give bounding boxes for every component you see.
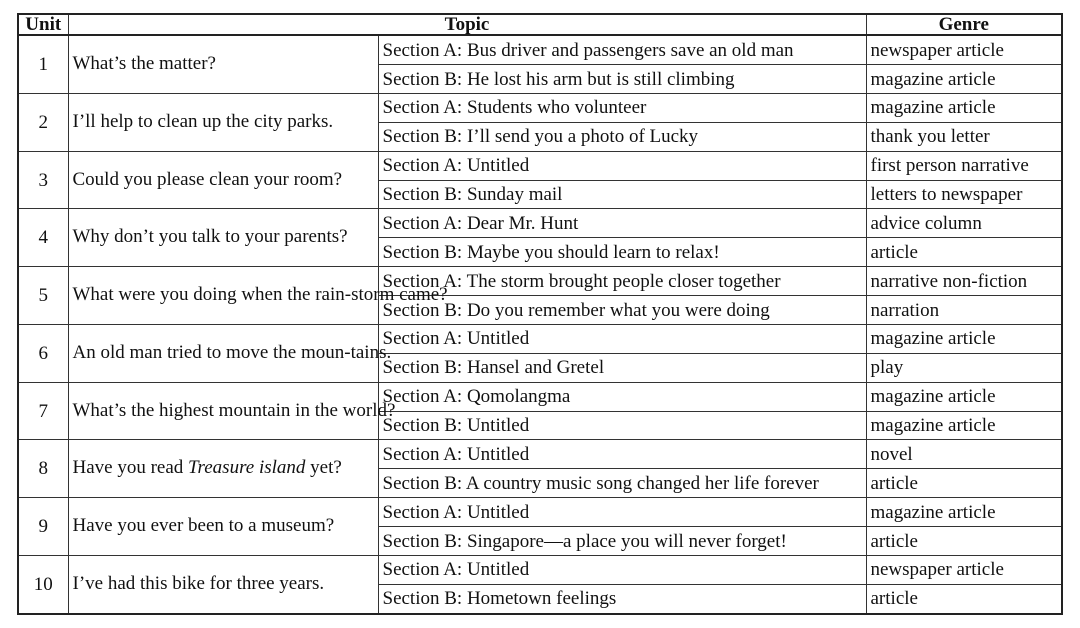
section-title: Section A: Bus driver and passengers save an old man (378, 35, 866, 65)
genre-cell: magazine article (866, 498, 1062, 527)
section-title: Section B: Maybe you should learn to relax! (378, 238, 866, 267)
genre-cell: thank you letter (866, 122, 1062, 151)
genre-cell: article (866, 238, 1062, 267)
book-title: Treasure island (188, 457, 306, 479)
unit-number: 2 (18, 93, 68, 151)
section-title: Section A: The storm brought people closer together (378, 267, 866, 296)
unit-number: 3 (18, 151, 68, 209)
section-title: Section A: Students who volunteer (378, 93, 866, 122)
genre-cell: play (866, 353, 1062, 382)
table-row (18, 209, 1062, 238)
table-row (18, 382, 1062, 411)
genre-cell: magazine article (866, 382, 1062, 411)
genre-cell: article (866, 584, 1062, 614)
table-row (18, 267, 1062, 296)
header-topic: Topic (68, 14, 866, 35)
unit-title: I’ll help to clean up the city parks. (68, 93, 378, 151)
genre-cell: letters to newspaper (866, 180, 1062, 209)
genre-cell: magazine article (866, 324, 1062, 353)
unit-title (68, 440, 378, 498)
unit-title-suffix: yet? (305, 457, 342, 479)
genre-cell: narration (866, 296, 1062, 325)
genre-cell: narrative non-fiction (866, 267, 1062, 296)
genre-cell: article (866, 469, 1062, 498)
unit-title: Have you ever been to a museum? (68, 498, 378, 556)
section-title: Section B: Hometown feelings (378, 584, 866, 614)
section-title: Section A: Qomolangma (378, 382, 866, 411)
section-title: Section A: Untitled (378, 440, 866, 469)
unit-number: 4 (18, 209, 68, 267)
table-row (18, 498, 1062, 527)
genre-cell: newspaper article (866, 35, 1062, 65)
unit-number: 9 (18, 498, 68, 556)
unit-title: What were you doing when the rain-storm came? (68, 267, 378, 325)
unit-number: 7 (18, 382, 68, 440)
units-table (17, 13, 1063, 615)
unit-title: I’ve had this bike for three years. (68, 555, 378, 614)
genre-cell: magazine article (866, 93, 1062, 122)
header-unit: Unit (18, 14, 68, 35)
section-title: Section A: Untitled (378, 324, 866, 353)
genre-cell: magazine article (866, 65, 1062, 94)
unit-number: 8 (18, 440, 68, 498)
unit-title: Why don’t you talk to your parents? (68, 209, 378, 267)
unit-number: 1 (18, 35, 68, 93)
table-row (18, 440, 1062, 469)
unit-title: An old man tried to move the moun-tains. (68, 324, 378, 382)
genre-cell: newspaper article (866, 555, 1062, 584)
genre-cell: magazine article (866, 411, 1062, 440)
section-title: Section B: Singapore—a place you will never forget! (378, 527, 866, 556)
table-row (18, 324, 1062, 353)
genre-cell: article (866, 527, 1062, 556)
unit-title-prefix: Have you read (72, 457, 189, 479)
genre-cell: first person narrative (866, 151, 1062, 180)
section-title: Section A: Untitled (378, 151, 866, 180)
section-title: Section B: He lost his arm but is still climbing (378, 65, 866, 94)
section-title: Section B: A country music song changed her life forever (378, 469, 866, 498)
table-row (18, 93, 1062, 122)
section-title: Section A: Untitled (378, 555, 866, 584)
section-title: Section B: Hansel and Gretel (378, 353, 866, 382)
section-title: Section B: Untitled (378, 411, 866, 440)
unit-title: What’s the highest mountain in the world? (68, 382, 378, 440)
section-title: Section B: Sunday mail (378, 180, 866, 209)
unit-title: What’s the matter? (68, 35, 378, 93)
unit-number: 10 (18, 555, 68, 614)
header-genre: Genre (866, 14, 1062, 35)
header-row (18, 14, 1062, 35)
table-row (18, 555, 1062, 584)
unit-title: Could you please clean your room? (68, 151, 378, 209)
section-title: Section B: Do you remember what you were doing (378, 296, 866, 325)
section-title: Section A: Dear Mr. Hunt (378, 209, 866, 238)
unit-number: 5 (18, 267, 68, 325)
table-row (18, 35, 1062, 65)
section-title: Section B: I’ll send you a photo of Lucky (378, 122, 866, 151)
unit-number: 6 (18, 324, 68, 382)
genre-cell: novel (866, 440, 1062, 469)
table-row (18, 151, 1062, 180)
genre-cell: advice column (866, 209, 1062, 238)
section-title: Section A: Untitled (378, 498, 866, 527)
